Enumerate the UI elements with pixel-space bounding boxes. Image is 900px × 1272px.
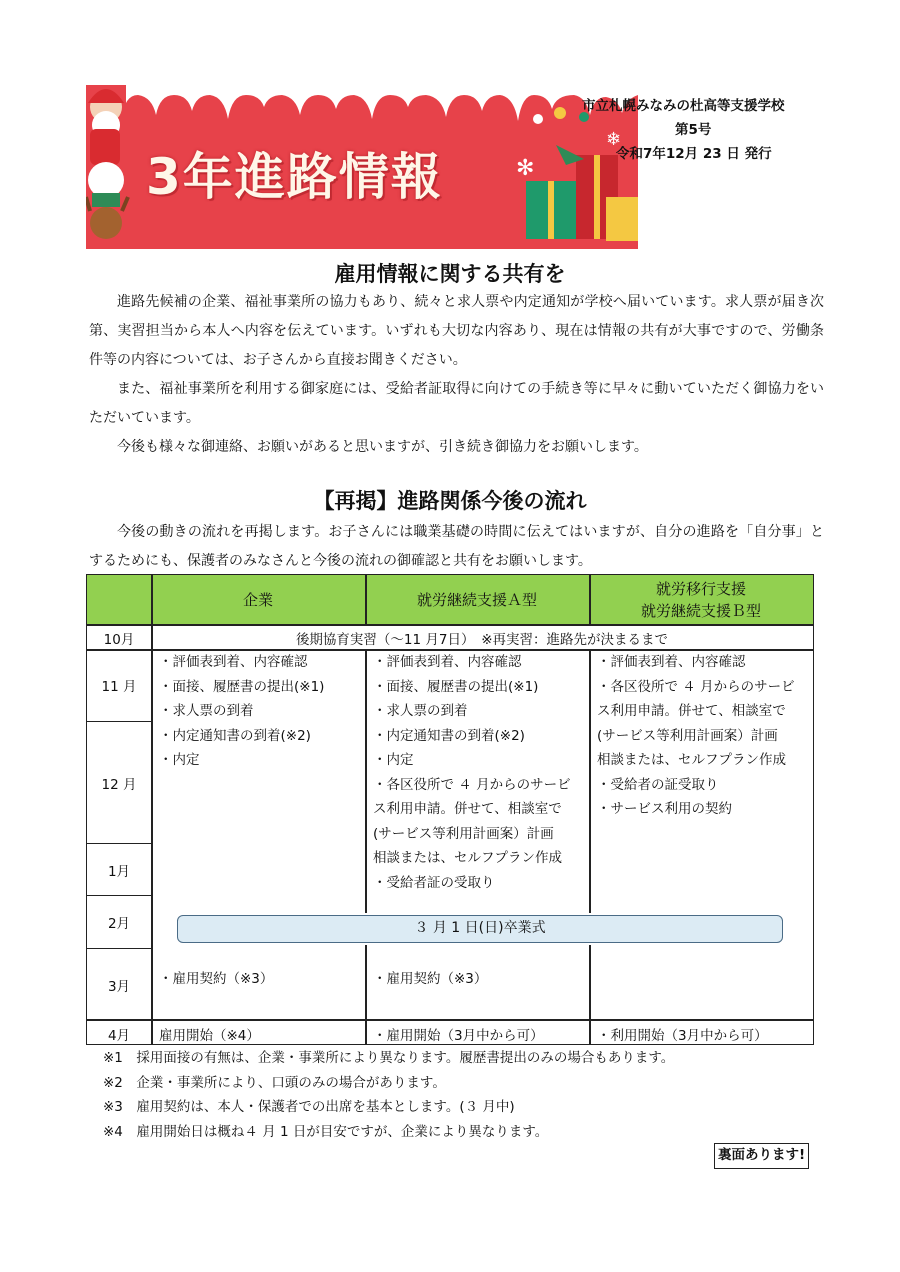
schedule-table xyxy=(86,574,814,1045)
april-type-b: ・利用開始（3月中から可） xyxy=(597,1028,768,1044)
footnote: ※1 採用面接の有無は、企業・事業所により異なります。履歴書提出のみの場合もあります。 xyxy=(103,1050,675,1066)
list-item: ・受給者証の受取り xyxy=(373,874,495,891)
footnote: ※4 雇用開始日は概ね４ 月 1 日が目安ですが、企業により異なります。 xyxy=(103,1123,549,1140)
list-item: ・求人票の到着 xyxy=(159,703,254,719)
month-jan: 1月 xyxy=(107,864,131,880)
svg-text:❄: ❄ xyxy=(606,129,622,150)
section1-body xyxy=(89,288,824,462)
section1-title: 雇用情報に関する共有を xyxy=(334,262,566,286)
header-type-b-line2: 就労継続支援Ｂ型 xyxy=(640,601,761,620)
month-oct: 10月 xyxy=(103,632,135,648)
header-type-a: 就労継続支援Ａ型 xyxy=(365,575,589,624)
section1-paragraph: 今後も様々な御連絡、お願いがあると思いますが、引き続き御協力をお願いします。 xyxy=(117,439,648,455)
banner-title: 3年進路情報 xyxy=(146,148,443,206)
issue-number: 第5号 xyxy=(675,122,712,138)
section2-body xyxy=(89,518,824,576)
list-item: ス利用申請。併せて、相談室で xyxy=(597,703,786,719)
month-mar: 3月 xyxy=(107,979,131,995)
month-feb: 2月 xyxy=(107,916,131,932)
header-company: 企業 xyxy=(151,575,365,624)
march-type-a: ・雇用契約（※3） xyxy=(373,971,488,987)
footnote: ※3 雇用契約は、本人・保護者での出席を基本とします。(３ 月中) xyxy=(103,1099,515,1115)
school-info xyxy=(560,94,860,166)
section1-paragraph: また、福祉事業所を利用する御家庭には、受給者証取得に向けての手続き等に早々に動いていただく御協力をいただいています。 xyxy=(89,381,824,426)
month-apr: 4月 xyxy=(107,1028,131,1044)
type-a-steps xyxy=(373,650,571,895)
header-type-b xyxy=(589,575,813,624)
list-item: ・求人票の到着 xyxy=(373,703,468,719)
header-type-b-line1: 就労移行支援 xyxy=(655,579,746,598)
header-banner xyxy=(86,85,638,249)
list-item: ・受給者の証受取り xyxy=(597,776,719,793)
month-nov: 11 月 xyxy=(101,679,137,695)
list-item: ・各区役所で ４ 月からのサービ xyxy=(373,776,571,793)
back-page-notice: 裏面あります! xyxy=(714,1143,809,1169)
list-item: ・評価表到着、内容確認 xyxy=(373,654,522,670)
list-item: ・内定 xyxy=(373,752,414,768)
march-company: ・雇用契約（※3） xyxy=(159,971,274,987)
graduation-ceremony-bar: ３ 月 1 日(日)卒業式 xyxy=(177,915,783,943)
list-item: ・内定通知書の到着(※2) xyxy=(159,727,311,744)
school-name: 市立札幌みなみの杜高等支援学校 xyxy=(582,98,785,114)
list-item: ・内定 xyxy=(159,752,200,768)
section2-paragraph: 今後の動きの流れを再掲します。お子さんには職業基礎の時間に伝えてはいますが、自分の進路を「自分事」とするためにも、保護者のみなさんと今後の流れの御確認と共有をお願いします。 xyxy=(89,524,824,569)
april-type-a: ・雇用開始（3月中から可） xyxy=(373,1028,544,1044)
april-company: 雇用開始（※4） xyxy=(159,1028,260,1044)
list-item: (サービス等利用計画案）計画 xyxy=(597,727,778,744)
company-steps xyxy=(159,650,324,773)
footnote: ※2 企業・事業所により、口頭のみの場合があります。 xyxy=(103,1074,446,1091)
section1-paragraph: 進路先候補の企業、福祉事業所の協力もあり、続々と求人票や内定通知が学校へ届いています。求人票が届き次第、実習担当から本人へ内容を伝えています。いずれも大切な内容あり、現在は情報の共有が大事ですので、労働条件等の内容については、お子さんから直接お聞きください。 xyxy=(89,294,824,368)
list-item: ・内定通知書の到着(※2) xyxy=(373,727,525,744)
svg-text:✻: ✻ xyxy=(516,156,535,181)
list-item: ・サービス利用の契約 xyxy=(597,801,732,817)
type-b-steps xyxy=(597,650,795,822)
section2-title: 【再掲】進路関係今後の流れ xyxy=(313,489,587,513)
list-item: ・各区役所で ４ 月からのサービ xyxy=(597,678,795,695)
issue-date: 令和7年12月 23 日 発行 xyxy=(616,146,772,162)
october-practicum: 後期協育実習（～11 月7日） ※再実習：進路先が決まるまで xyxy=(295,632,669,648)
list-item: (サービス等利用計画案）計画 xyxy=(373,825,554,842)
list-item: ス利用申請。併せて、相談室で xyxy=(373,801,562,817)
header-corner xyxy=(87,575,151,624)
list-item: ・面接、履歴書の提出(※1) xyxy=(373,678,539,695)
month-dec: 12 月 xyxy=(101,777,137,793)
list-item: ・評価表到着、内容確認 xyxy=(159,654,308,670)
list-item: ・面接、履歴書の提出(※1) xyxy=(159,678,325,695)
list-item: 相談または、セルフプラン作成 xyxy=(597,752,786,768)
list-item: 相談または、セルフプラン作成 xyxy=(373,850,562,866)
list-item: ・評価表到着、内容確認 xyxy=(597,654,746,670)
footnotes xyxy=(103,1046,674,1144)
